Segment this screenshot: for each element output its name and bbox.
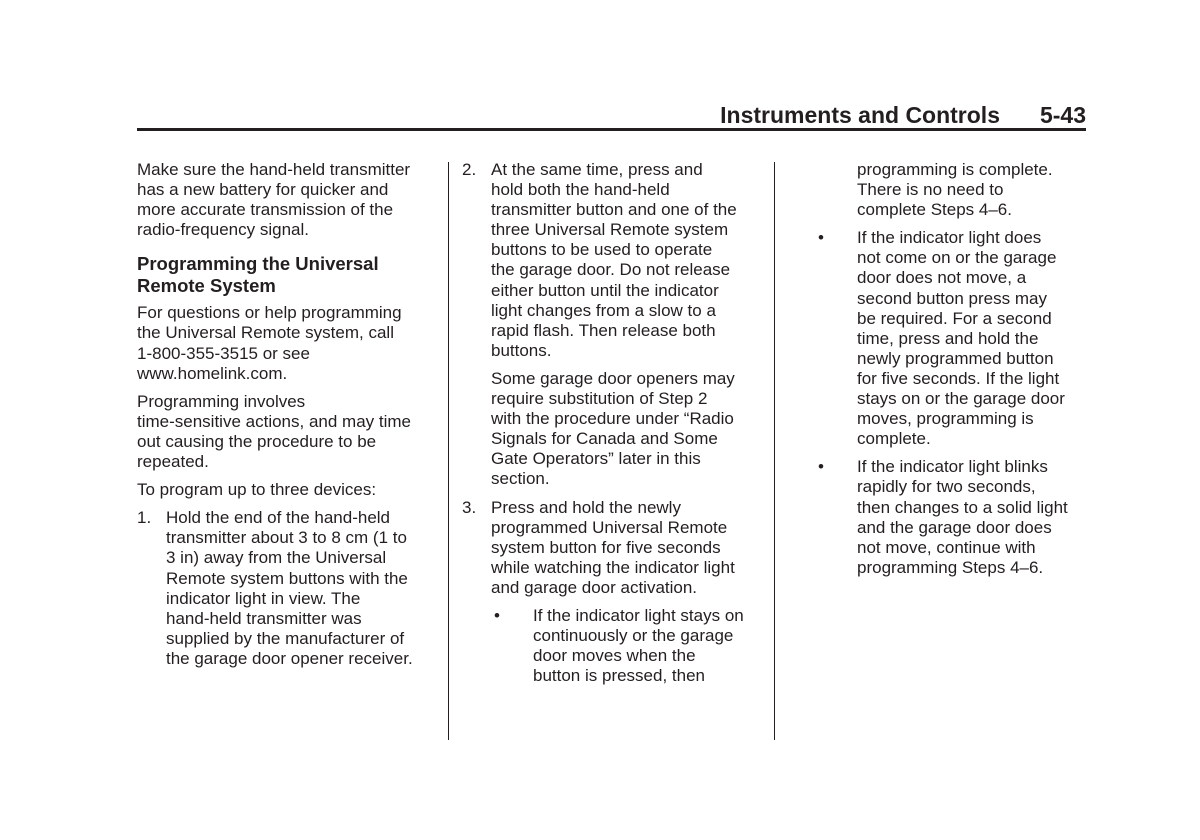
step-2 bbox=[462, 160, 762, 361]
column-2 bbox=[462, 160, 762, 694]
bullet-marker-1: • bbox=[494, 605, 500, 625]
help-paragraph: For questions or help programming the Universal Remote system, call 1-800-355-3515 or see www.homelink.com. bbox=[137, 303, 402, 383]
column-1 bbox=[137, 160, 437, 677]
step-3-number: 3. bbox=[462, 497, 477, 517]
bullet-item-1 bbox=[491, 606, 762, 686]
step-1 bbox=[137, 508, 437, 669]
column-3 bbox=[815, 160, 1090, 586]
bullet-1-text-start: If the indicator light stays on continuously or the garage door moves when the button is pressed, then bbox=[533, 605, 744, 686]
header-rule bbox=[137, 128, 1086, 131]
column-divider-1 bbox=[448, 162, 449, 740]
step-3-text: Press and hold the newly programmed Universal Remote system button for five seconds while watching the indicator light and garage door activation. bbox=[491, 497, 735, 597]
bullet-3-text: If the indicator light blinks rapidly for two seconds, then changes to a solid light and the garage door does not move, continue with programming Steps 4–6. bbox=[857, 457, 1068, 577]
step-3 bbox=[462, 498, 762, 598]
bullet-1-text-end: programming is complete. There is no need to complete Steps 4–6. bbox=[857, 160, 1053, 220]
step-2-note: Some garage door openers may require substitution of Step 2 with the procedure under “Radio Signals for Canada and Some Gate Operators” later in this section. bbox=[491, 368, 735, 489]
step-2-number: 2. bbox=[462, 160, 477, 179]
step-2-text: At the same time, press and hold both the hand-held transmitter button and one of the three Universal Remote system buttons to be used to operate the garage door. Do not release either button until the indicator light changes from a slow to a rapid flash. Then release both buttons. bbox=[491, 160, 737, 360]
section-title: Instruments and Controls bbox=[720, 102, 1000, 128]
page-header bbox=[137, 100, 1086, 130]
lead-in-paragraph: To program up to three devices: bbox=[137, 480, 377, 500]
timing-paragraph: Programming involves time-sensitive actions, and may time out causing the procedure to be repeated. bbox=[137, 391, 411, 472]
column-divider-2 bbox=[774, 162, 775, 740]
bullet-marker-2: • bbox=[818, 228, 824, 248]
section-heading: Programming the Universal Remote System bbox=[137, 253, 379, 297]
bullet-2-text: If the indicator light does not come on or the garage door does not move, a second button press may be required. For a second time, press and hold the newly programmed button for five seconds. If the light stays on or the garage door moves, programming is complete. bbox=[857, 228, 1065, 449]
step-1-number: 1. bbox=[137, 508, 152, 528]
page-number: 5-43 bbox=[1039, 102, 1086, 128]
bullet-marker-3: • bbox=[818, 457, 824, 477]
step-1-text: Hold the end of the hand-held transmitter about 3 to 8 cm (1 to 3 in) away from the Universal Remote system buttons with the indicator light in view. The hand-held transmitter was supplied by the manufacturer of the garage door opener receiver. bbox=[166, 508, 413, 668]
bullet-item-2 bbox=[815, 228, 1090, 449]
intro-paragraph: Make sure the hand-held transmitter has a new battery for quicker and more accurate transmission of the radio-frequency signal. bbox=[137, 160, 411, 240]
bullet-item-3 bbox=[815, 457, 1090, 578]
